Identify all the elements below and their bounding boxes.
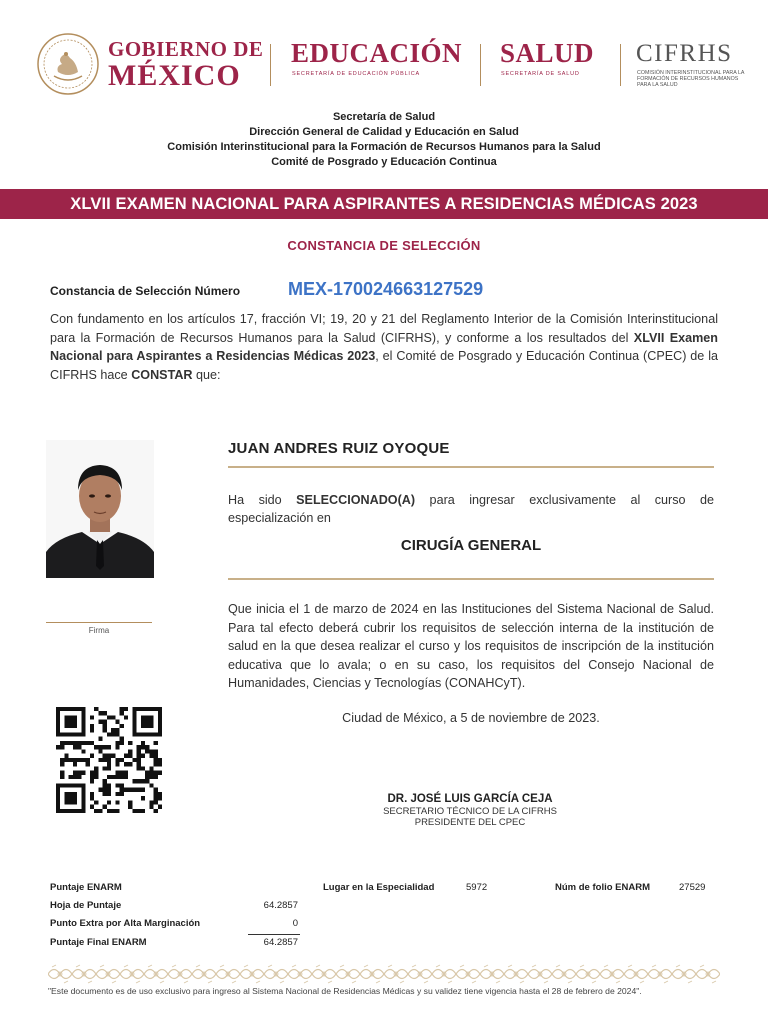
cifrhs-logo: CIFRHS: [636, 40, 733, 67]
signer-name: DR. JOSÉ LUIS GARCÍA CEJA: [387, 793, 553, 805]
header-divider: [270, 44, 271, 86]
ornament-band: [48, 963, 720, 985]
divider-line: [228, 466, 714, 468]
course-details: Que inicia el 1 de marzo de 2024 en las Instituciones del Sistema Nacional de Salud. Para tal efecto deberá cubrir los requisitos de selección interna de la institución de salud en la que desea realizar el curso y los requisitos de inscripción de la institución educativa que lo avala; o en su caso, los requisitos del Consejo Nacional de Humanidades, Ciencias y Tecnologías (CONAHCyT).: [228, 602, 714, 690]
constancia-title: CONSTANCIA DE SELECCIÓN: [287, 238, 481, 253]
intro-constar: CONSTAR: [131, 367, 193, 382]
institution-block: [0, 110, 768, 170]
signer-title: PRESIDENTE DEL CPEC: [414, 817, 526, 828]
header-divider: [620, 44, 621, 86]
city-date: Ciudad de México, a 5 de noviembre de 2023.: [342, 711, 600, 725]
selection-text: Ha sido: [228, 493, 297, 507]
signer-titles: [300, 806, 640, 828]
institution-line: Comité de Posgrado y Educación Continua: [271, 156, 497, 168]
gobierno-logo-line2: MÉXICO: [108, 59, 241, 92]
intro-paragraph: [50, 310, 718, 384]
institution-line: Comisión Interinstitucional para la Formación de Recursos Humanos para la Salud: [167, 141, 601, 153]
course-name: CIRUGÍA GENERAL: [400, 537, 542, 554]
intro-text: que:: [192, 367, 221, 382]
folio-value: 27529: [679, 882, 706, 893]
rank-label: Lugar en la Especialidad: [323, 882, 435, 893]
constancia-number-label: Constancia de Selección Número: [50, 284, 241, 298]
rank-value: 5972: [466, 882, 488, 893]
selection-status: SELECCIONADO(A): [296, 493, 416, 507]
score-label: Hoja de Puntaje: [50, 900, 122, 911]
selection-text: para ingresar exclusivamente al curso de especialización en: [228, 493, 714, 525]
intro-text: Con fundamento en los artículos 17, fracción VI; 19, 20 y 21 del Reglamento Interior de la Comisión Interinstitucional para la Formación de Recursos Humanos para la Salud (CIFRHS), y conforme a los resultados del: [50, 312, 718, 345]
header-divider: [480, 44, 481, 86]
score-value: 64.2857: [263, 937, 298, 948]
candidate-photo: [46, 440, 154, 578]
constancia-number: MEX-170024663127529: [288, 279, 484, 299]
score-heading: Puntaje ENARM: [50, 882, 122, 893]
validity-note: "Este documento es de uso exclusivo para ingreso al Sistema Nacional de Residencias Médicas y su validez tiene vigencia hasta el 28 de febrero de 2024".: [48, 986, 642, 996]
score-label: Punto Extra por Alta Marginación: [50, 918, 201, 929]
intro-text: , el Comité de Posgrado y Educación Continua (CPEC) de la CIFRHS hace: [50, 349, 718, 382]
qr-code-icon: [56, 707, 162, 813]
selection-statement: [228, 491, 714, 527]
salud-subtitle: SECRETARÍA DE SALUD: [501, 71, 580, 77]
salud-logo: SALUD: [500, 38, 595, 68]
signer-title: SECRETARIO TÉCNICO DE LA CIFRHS: [383, 806, 557, 817]
score-value: 64.2857: [263, 900, 298, 911]
candidate-name: JUAN ANDRES RUIZ OYOQUE: [228, 440, 450, 457]
score-label: Puntaje Final ENARM: [50, 937, 147, 948]
exam-banner: XLVII EXAMEN NACIONAL PARA ASPIRANTES A RESIDENCIAS MÉDICAS 2023: [0, 189, 768, 219]
signature-line: [46, 622, 152, 623]
cifrhs-subtitle: COMISIÓN INTERINSTITUCIONAL PARA LA FORMACIÓN DE RECURSOS HUMANOS PARA LA SALUD: [637, 70, 745, 88]
score-value: 0: [292, 918, 298, 929]
mexico-seal-icon: [36, 32, 100, 96]
institution-line: Secretaría de Salud: [332, 111, 436, 123]
educacion-subtitle: SECRETARÍA DE EDUCACIÓN PÚBLICA: [292, 71, 420, 77]
gobierno-logo-line1: GOBIERNO DE: [108, 37, 264, 61]
divider-line: [228, 578, 714, 580]
educacion-logo: EDUCACIÓN: [291, 38, 463, 68]
sum-line: [248, 934, 300, 935]
firma-label: Firma: [88, 626, 110, 635]
institution-line: Dirección General de Calidad y Educación en Salud: [249, 126, 519, 138]
folio-label: Núm de folio ENARM: [555, 882, 650, 893]
intro-exam-name: XLVII Examen Nacional para Aspirantes a Residencias Médicas 2023: [50, 330, 718, 363]
